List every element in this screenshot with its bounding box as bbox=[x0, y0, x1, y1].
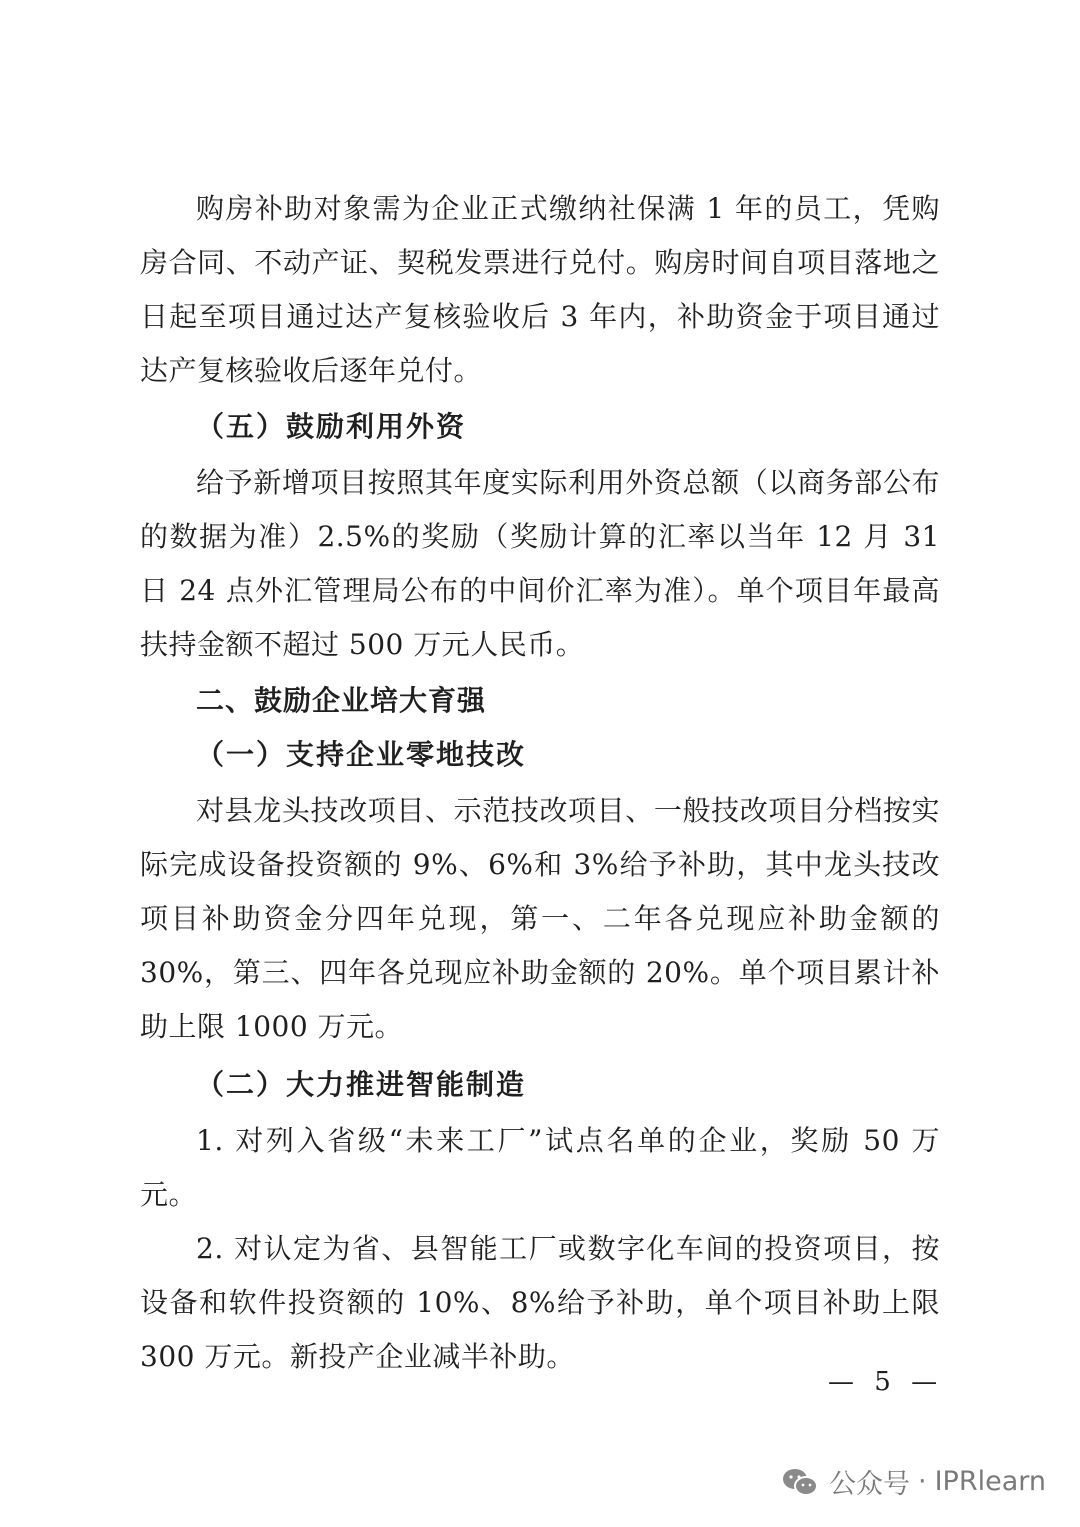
page-number: — 5 — bbox=[828, 1367, 944, 1397]
paragraph-future-factory: 1. 对列入省级“未来工厂”试点名单的企业，奖励 50 万元。 bbox=[140, 1124, 940, 1211]
section-heading-tech-upgrade: （一）支持企业零地技改 bbox=[196, 738, 527, 771]
document-body bbox=[140, 182, 940, 1384]
chapter-heading-enterprise-growth: 二、鼓励企业培大育强 bbox=[196, 684, 487, 717]
watermark bbox=[781, 1462, 1046, 1501]
watermark-prefix: 公众号 bbox=[829, 1469, 910, 1500]
section-heading-smart-manufacturing: （二）大力推进智能制造 bbox=[196, 1068, 527, 1101]
paragraph-smart-factory: 2. 对认定为省、县智能工厂或数字化车间的投资项目，按设备和软件投资额的 10%、8%给予补助，单个项目补助上限 300 万元。新投产企业减半补助。 bbox=[140, 1232, 940, 1373]
watermark-dot: · bbox=[918, 1466, 927, 1497]
paragraph-foreign-investment: 给予新增项目按照其年度实际利用外资总额（以商务部公布的数据为准）2.5%的奖励（奖励计算的汇率以当年 12 月 31 日 24 点外汇管理局公布的中间价汇率为准）。单个项目年最高扶持金额不超过 500 万元人民币。 bbox=[140, 466, 940, 661]
wechat-icon bbox=[781, 1466, 819, 1498]
paragraph-tech-upgrade: 对县龙头技改项目、示范技改项目、一般技改项目分档按实际完成设备投资额的 9%、6%和 3%给予补助，其中龙头技改项目补助资金分四年兑现，第一、二年各兑现应补助金额的 30%，第三、四年各兑现应补助金额的 20%。单个项目累计补助上限 1000 万元。 bbox=[140, 794, 940, 1043]
watermark-account: IPRlearn bbox=[934, 1466, 1046, 1497]
section-heading-foreign-investment: （五）鼓励利用外资 bbox=[196, 410, 467, 443]
paragraph-housing-subsidy: 购房补助对象需为企业正式缴纳社保满 1 年的员工，凭购房合同、不动产证、契税发票进行兑付。购房时间自项目落地之日起至项目通过达产复核验收后 3 年内，补助资金于项目通过达产复核验收后逐年兑付。 bbox=[140, 192, 940, 387]
